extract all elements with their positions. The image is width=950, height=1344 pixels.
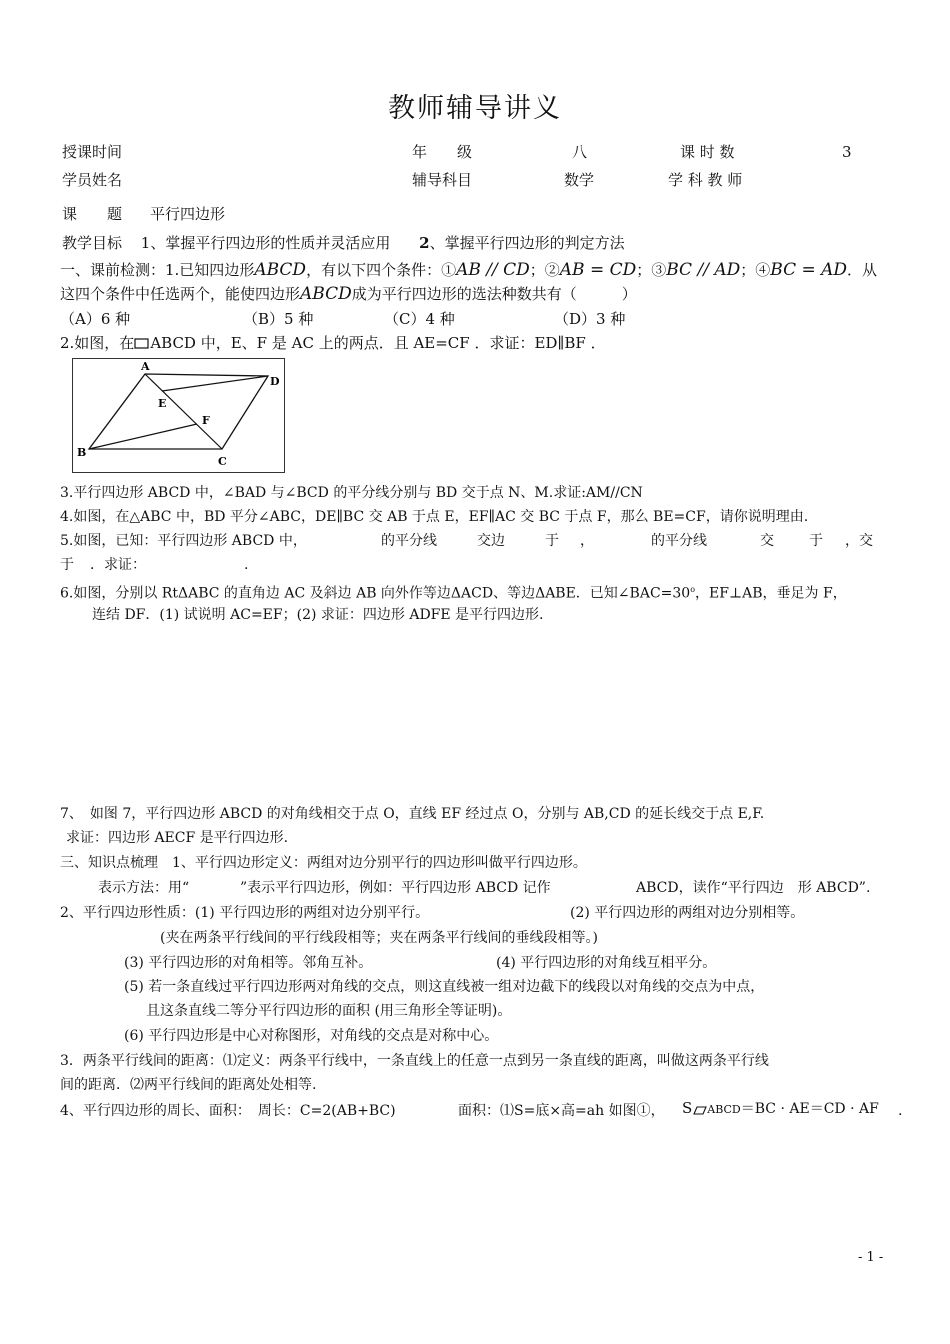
q1-cond-3: BC // AD (666, 260, 741, 280)
teacher-label: 学 科 教 师 (668, 171, 743, 189)
distance-line1: 3．两条平行线间的距离：⑴定义：两条平行线中，一条直线上的任意一点到另一条直线的距离，叫做这两条平行线 (60, 1053, 769, 1069)
label-e: E (158, 397, 167, 410)
area-text: 面积：⑴S=底×高=ah 如图①， (458, 1103, 665, 1119)
knowledge-line2-a: 表示方法：用“ (98, 880, 190, 896)
property-3: (3) 平行四边形的对角相等。邻角互补。 (124, 955, 373, 971)
parallelogram-abcd (89, 374, 268, 449)
q1-option-c: （C）4 种 (384, 310, 455, 328)
knowledge-line1: 三、知识点梳理 1、平行四边形定义：两组对边分别平行的四边形叫做平行四边形。 (60, 855, 587, 871)
q1-option-b: （B）5 种 (243, 310, 314, 328)
q1-line2-quad: ABCD (300, 284, 352, 304)
degree-sup: o (690, 585, 696, 594)
time-label: 授课时间 (62, 143, 123, 161)
distance-line2: 间的距离．⑵两平行线间的距离处处相等. (60, 1077, 317, 1093)
label-f: F (202, 414, 210, 427)
label-c: C (218, 455, 227, 468)
diagonal-ac (145, 374, 222, 449)
area-formula (682, 1097, 879, 1121)
goal-2-num: 2 (419, 234, 430, 252)
q1-line1 (60, 260, 877, 280)
q5-line1-b: 的平分线 (381, 533, 437, 549)
q6-line2: 连结 DF．(1) 试说明 AC=EF；(2) 求证：四边形 ADFE 是平行四边形. (92, 607, 544, 623)
knowledge-line2-c: ABCD，读作“平行四边 形 ABCD”. (636, 880, 871, 896)
student-label: 学员姓名 (62, 171, 123, 189)
label-b: B (77, 446, 87, 459)
q1-quad: ABCD (254, 260, 307, 280)
goal-1: 1、掌握平行四边形的性质并灵活应用 (140, 234, 391, 252)
q4-text: 4.如图，在△ABC 中，BD 平分∠ABC，DE∥BC 交 AB 于点 E，EF∥AC 交 BC 于点 F，那么 BE=CF，请你说明理由. (60, 509, 809, 525)
q5-line1-h: 于 (809, 533, 823, 549)
q1-tail: ．从 (847, 261, 878, 279)
property-1: 2、平行四边形性质：(1) 平行四边形的两组对边分别平行。 (60, 905, 430, 921)
q1-cond-lead: ，有以下四个条件：① (306, 261, 457, 279)
q7-line1: 7、 如图 7，平行四边形 ABCD 的对角线相交于点 O，直线 EF 经过点 O，分别与 AB,CD 的延长线交于点 E,F. (60, 806, 765, 822)
q3-text: 3.平行四边形 ABCD 中，∠BAD 与∠BCD 的平分线分别与 BD 交于点 N、M.求证:AM//CN (60, 485, 643, 501)
q7-line2: 求证：四边形 AECF 是平行四边形. (66, 830, 289, 846)
perimeter-text: 4、平行四边形的周长、面积： 周长：C=2(AB+BC) (60, 1103, 396, 1119)
q1-option-d: （D）3 种 (554, 310, 626, 328)
q5-line1-e: ， (580, 533, 594, 549)
grade-value: 八 (572, 143, 588, 161)
segment-ed (162, 376, 268, 391)
q6-line1 (60, 580, 847, 604)
q6-line1-tail: ，EF⊥AB，垂足为 F， (695, 585, 847, 602)
goal-label: 教学目标 (62, 234, 123, 252)
q1-line2 (60, 284, 637, 304)
document-title: 教师辅导讲义 (388, 93, 562, 124)
q1-option-a: （A）6 种 (60, 310, 131, 328)
grade-label: 年 级 (412, 143, 473, 161)
property-5a: (5) 若一条直线过平行四边形两对角线的交点，则这直线被一组对边截下的线段以对角线的交点为中点， (124, 979, 765, 995)
topic-value: 平行四边形 (150, 205, 226, 223)
q1-cond-1: AB // CD (456, 260, 530, 280)
q5-line1-i: ，交 (845, 533, 873, 549)
formula-s: S (682, 1099, 693, 1117)
property-5b: 且这条直线二等分平行四边形的面积 (用三角形全等证明)。 (146, 1003, 512, 1019)
q1-c4-lead: ；④ (740, 261, 771, 279)
label-d: D (270, 375, 280, 388)
q1-line2-a: 这四个条件中任选两个，能使四边形 (60, 285, 301, 303)
formula-sub: ABCD (707, 1103, 741, 1116)
property-note: (夹在两条平行线间的平行线段相等；夹在两条平行线间的垂线段相等。) (160, 930, 598, 946)
property-4: (4) 平行四边形的对角线互相平分。 (496, 955, 717, 971)
q2-text-b: ABCD 中，E、F 是 AC 上的两点．且 AE=CF ．求证：ED∥BF ． (150, 334, 606, 352)
q5-line2-b: ．求证： (90, 557, 146, 573)
q5-line1-c: 交边 (477, 533, 505, 549)
q6-line1-text: 6.如图，分别以 RtΔABC 的直角边 AC 及斜边 AB 向外作等边ΔACD、等边ΔABE．已知∠BAC=30 (60, 585, 691, 602)
goal-2: 、掌握平行四边形的判定方法 (429, 234, 625, 252)
parallelogram-sub-icon (693, 1106, 707, 1115)
property-6: (6) 平行四边形是中心对称图形，对角线的交点是对称中心。 (124, 1028, 499, 1044)
hours-value: 3 (842, 143, 852, 161)
subject-label: 辅导科目 (412, 171, 473, 189)
topic-label: 课 题 (62, 205, 123, 223)
q5-line1-f: 的平分线 (651, 533, 707, 549)
q2-text (60, 333, 606, 353)
q5-line2-c: . (244, 557, 249, 573)
knowledge-line2-b: ”表示平行四边形，例如：平行四边形 ABCD 记作 (240, 880, 551, 896)
q2-figure (72, 358, 285, 473)
parallelogram-symbol-icon (134, 338, 150, 349)
q1-c2-lead: ；② (529, 261, 560, 279)
q2-text-a: 2.如图，在 (60, 334, 135, 352)
q1-c3-lead: ；③ (636, 261, 667, 279)
q1-line2-b: 成为平行四边形的选法种数共有（ ） (351, 285, 637, 303)
q5-line2-a: 于 (60, 557, 74, 573)
formula-rest: ＝BC · AE＝CD · AF (740, 1101, 879, 1117)
q5-line1-g: 交 (760, 533, 774, 549)
q1-intro: 一、课前检测：1.已知四边形 (60, 261, 255, 279)
label-a: A (141, 360, 150, 373)
q5-line1-a: 5.如图，已知：平行四边形 ABCD 中， (60, 533, 307, 549)
q1-cond-4: BC = AD (770, 260, 848, 280)
goal-row (62, 233, 625, 253)
formula-end: . (898, 1103, 903, 1119)
property-2: (2) 平行四边形的两组对边分别相等。 (570, 905, 805, 921)
q5-line1-d: 于 (545, 533, 559, 549)
q1-cond-2: AB = CD (559, 260, 637, 280)
subject-value: 数学 (564, 171, 595, 189)
hours-label: 课 时 数 (680, 143, 735, 161)
page-number: - 1 - (858, 1250, 884, 1265)
